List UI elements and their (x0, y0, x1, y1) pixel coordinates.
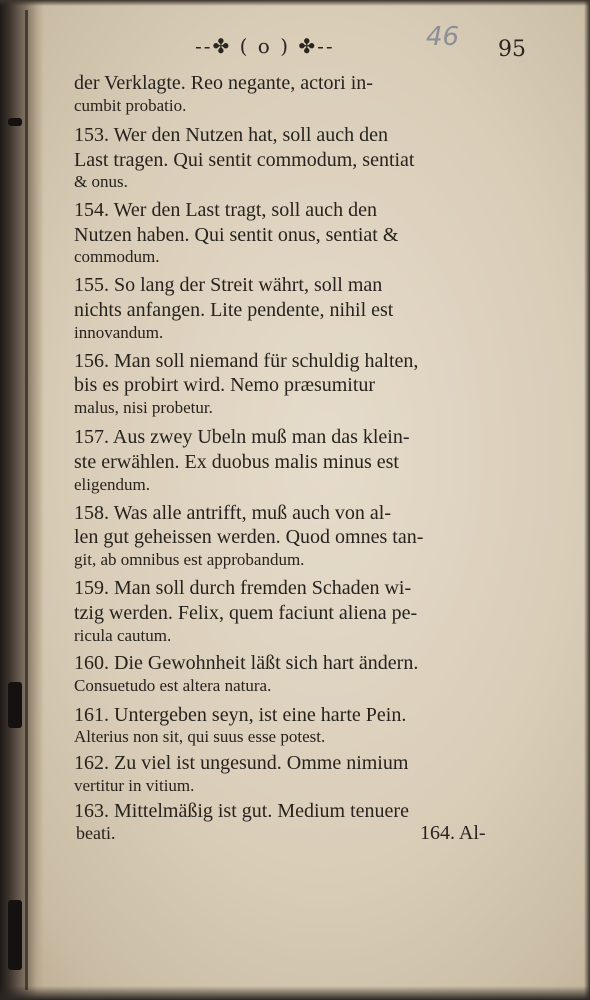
last-line: beati. (76, 823, 116, 843)
gutter-mark (8, 900, 22, 970)
text-line: tzig werden. Felix, quem faciunt aliena pe- (74, 602, 418, 624)
pencil-annotation: 46 (426, 22, 460, 52)
text-line: 163. Mittelmäßig ist gut. Medium tenuere (74, 800, 409, 822)
catchword: 164. Al- (420, 822, 486, 844)
text-line: 160. Die Gewohnheit läßt sich hart ändern. (74, 652, 419, 674)
text-line: 153. Wer den Nutzen hat, soll auch den (74, 124, 389, 146)
page-binding-shadow (0, 0, 44, 1000)
gutter-mark (8, 682, 22, 728)
text-line: & onus. (74, 172, 128, 191)
page-edge-top (0, 0, 590, 6)
text-line: der Verklagte. Reo negante, actori in- (74, 72, 373, 94)
text-line: 159. Man soll durch fremden Schaden wi- (74, 577, 412, 599)
text-line: nichts anfangen. Lite pendente, nihil est (74, 299, 394, 321)
text-line: eligendum. (74, 475, 151, 494)
text-line: len gut geheissen werden. Quod omnes tan- (74, 526, 424, 548)
gutter-rule (25, 10, 28, 990)
page-edge-bottom (0, 986, 590, 1000)
text-line: 155. So lang der Streit währt, soll man (74, 274, 383, 296)
text-line: innovandum. (74, 323, 164, 342)
text-line: 154. Wer den Last tragt, soll auch den (74, 199, 377, 221)
text-line: Alterius non sit, qui suus esse potest. (74, 727, 326, 746)
gutter-mark (8, 118, 22, 126)
text-line: 156. Man soll niemand für schuldig halten, (74, 350, 419, 372)
text-line: commodum. (74, 247, 160, 266)
text-line: bis es probirt wird. Nemo præsumitur (74, 374, 376, 396)
text-line: 161. Untergeben seyn, ist eine harte Pein. (74, 704, 407, 726)
text-line: ste erwählen. Ex duobus malis minus est (74, 451, 399, 473)
text-line: Last tragen. Qui sentit commodum, sentiat (74, 149, 415, 171)
text-line: malus, nisi probetur. (74, 398, 213, 417)
text-line: 158. Was alle antrifft, muß auch von al- (74, 502, 392, 524)
page-number: 95 (498, 37, 526, 62)
text-line: 162. Zu viel ist ungesund. Omme nimium (74, 752, 409, 774)
text-line: Consuetudo est altera natura. (74, 676, 272, 695)
text-line: 157. Aus zwey Ubeln muß man das klein- (74, 426, 410, 448)
text-line: cumbit probatio. (74, 96, 187, 115)
text-line: ricula cautum. (74, 626, 172, 645)
text-line: vertitur in vitium. (74, 776, 195, 795)
text-line: git, ab omnibus est approbandum. (74, 550, 305, 569)
text-line: Nutzen haben. Qui sentit onus, sentiat & (74, 224, 399, 246)
page-edge-right (584, 0, 590, 1000)
running-header-ornament: --✤ ( o ) ✤-- (195, 34, 335, 58)
